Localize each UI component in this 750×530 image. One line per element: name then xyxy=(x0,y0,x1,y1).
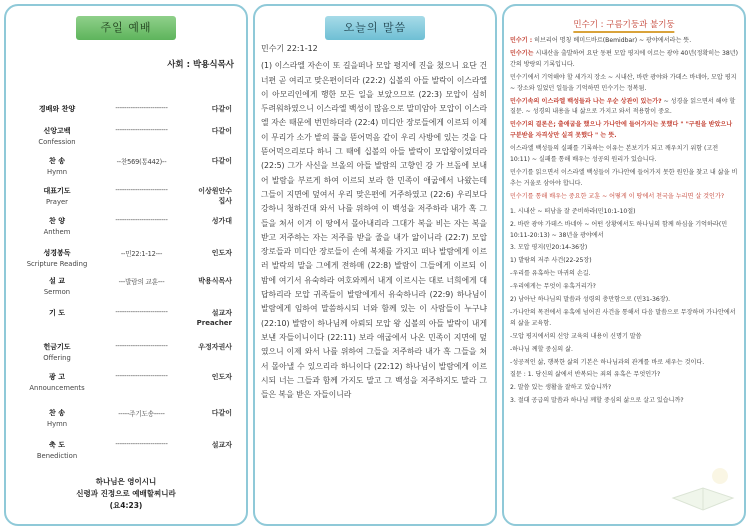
order-item-leader: 박용식목사 xyxy=(198,277,232,285)
notes-paragraph xyxy=(510,358,738,369)
order-item-label xyxy=(22,408,92,430)
study-notes-panel xyxy=(502,4,746,526)
notes-paragraph xyxy=(510,308,738,330)
order-item-title: 축 도 xyxy=(49,441,65,449)
order-item-title: 기 도 xyxy=(49,309,65,317)
order-item-english: Scripture Reading xyxy=(26,260,88,268)
order-item-title: 경배와 찬양 xyxy=(38,105,76,113)
notes-paragraph xyxy=(510,256,738,267)
order-item-title: 대표기도 xyxy=(43,187,71,195)
order-item-detail: ------------------------ xyxy=(115,216,168,224)
notes-paragraph-body: 1) 발람의 저주 사건(22-25장) xyxy=(510,257,592,265)
notes-paragraph xyxy=(510,36,738,47)
notes-paragraph xyxy=(510,49,738,71)
order-item-label xyxy=(22,156,92,178)
notes-paragraph-body: 2) 남아난 하나님의 말씀과 성령의 충만함으로 (민31-36장). xyxy=(510,296,671,304)
order-item-detail: ------------------------ xyxy=(115,186,168,194)
notes-paragraph-body: 2. 말씀 있는 생활을 잘하고 있습니까? xyxy=(510,384,612,392)
notes-paragraph xyxy=(510,332,738,343)
order-item-english: Benediction xyxy=(36,452,78,460)
order-item-english: Prayer xyxy=(46,198,68,206)
notes-paragraph xyxy=(510,295,738,306)
order-item-label xyxy=(22,126,92,148)
notes-paragraph-body: -모압 평지에서의 신앙 교육의 내용이 신명기 말씀 xyxy=(510,332,642,340)
notes-paragraph-body: -가나안의 목전에서 유혹에 넘어진 사건을 통해서 다음 말씀으로 무장하며 가나안에서의 삶을 교육함. xyxy=(510,308,736,327)
order-item-title: 설 교 xyxy=(49,277,65,285)
order-item-detail: --민22:1-12--- xyxy=(120,250,163,258)
notes-paragraph xyxy=(510,243,738,254)
order-item-detail: ------------------------ xyxy=(115,126,168,134)
notes-paragraph xyxy=(510,396,738,407)
order-item-detail: -----주기도송----- xyxy=(118,410,165,418)
order-item-label xyxy=(22,216,92,238)
order-item-title: 찬 송 xyxy=(49,409,65,417)
order-item-detail: ------------------------ xyxy=(115,440,168,448)
order-item-title: 헌금기도 xyxy=(43,343,71,351)
order-item-detail: ------------------------ xyxy=(115,372,168,380)
notes-paragraph xyxy=(510,370,738,381)
order-item-leader: 다같이 xyxy=(211,409,232,417)
order-item-title: 찬 송 xyxy=(49,157,65,165)
order-item-english: Offering xyxy=(43,354,71,362)
notes-paragraph xyxy=(510,73,738,95)
notes-paragraph-body: 질문 : 1. 당신의 삶에서 반복되는 죄의 유혹은 무엇인가? xyxy=(510,371,661,379)
book-illustration xyxy=(668,458,738,518)
order-item-title: 찬 양 xyxy=(49,217,65,225)
order-item-title: 신앙고백 xyxy=(43,127,71,135)
notes-paragraph-body: 3. 모압 평지(민20:14-36장) xyxy=(510,244,588,252)
notes-body xyxy=(510,36,738,409)
notes-paragraph-body: 2. 바란 광야 가데스 바네아 ~ 어떤 상황에서도 하나님의 함께 하심을 기억하라(민10:11-20:13) ~ 38년을 광야에서 xyxy=(510,220,728,239)
notes-paragraph xyxy=(510,269,738,280)
notes-paragraph-head: 민수기속의 이스라엘 백성들과 나는 우순 상관이 있는가? xyxy=(510,97,662,105)
order-item-label xyxy=(22,276,92,298)
order-item-leader: 인도자 xyxy=(211,249,232,257)
order-item-leader: 우정자권사 xyxy=(198,343,232,351)
notes-paragraph-head: 민수기는 xyxy=(510,49,534,57)
notes-paragraph-body: -우리에게는 무엇이 유혹거리가? xyxy=(510,283,596,291)
scripture-body xyxy=(261,42,487,402)
notes-paragraph-body: ~ 성경을 읽으면서 해야 할 질문. ~ 성경의 내용을 내 삶으로 가지고 와서 적용함이 중요. xyxy=(510,97,736,116)
scripture-text: (1) 이스라엘 자손이 또 길을떠나 모압 평지에 진을 쳤으니 요단 건너편 곧 여리고 맞은편이더라 (22:2) 십볼의 아들 발락이 이스라엘이 아모리인에게 행한 모든 일을 보았으므로 (22:3) 모압이 심히 두려워하였으니 이스라엘 백성이 많음으로 말미암아 모압이 이스라엘 자손 때문에 번민하더라 (22:4) 미디안 장로들에게 이르되 이제 이 무리가 소가 밭의 풀을 뜯어먹음 같이 우리 사방에 있는 것을 다 뜯어먹으리로다 하니 그 때에 십볼의 아들 발락이 모압왕이었더라 (22:5) 그가 사신을 브올의 아들 발람의 고향인 강 가 브돌에 보내어 발람을 부르게 하여 이르되 보라 한 민족이 애굽에서 나왔는데 그들이 지면에 덮여서 우리 맞은편에 거주하였고 (22:6) 우리보다 강하니 청하건대 와서 나를 위하여 이 백성을 저주하라 내가 혹 그들을 쳐서 이겨 이 땅에서 몰아내리라 그대가 복을 비는 자는 복을 받고 저주하는 자는 저주를 받을 줄을 내가 앎이니라 (22:7) 모압 장로들과 미디안 장로들이 손에 복채를 가지고 떠나 발람에게 이르러 발락의 말을 그에게 전하매 (22:8) 발람이 그들에게 이르되 이 밤에 여기서 유숙하라 여호와께서 내게 이르시는 대로 너희에게 대답하리라 모압 귀족들이 발람에게서 유숙하니라 (22:9) 하나님이 발람에게 임하여 말씀하시되 너와 함께 있는 이 사람들이 누구냐 (22:10) 발람이 하나님께 아뢰되 모압 왕 십볼의 아들 발락이 내게 보낸 자들이니이다 (22:11) 보라 애굽에서 나온 민족이 지면에 덮였으니 이제 와서 나를 위하여 그들을 저주하라 내가 혹 그들을 쳐서 몰아낼 수 있으리라 하니이다 (22:12) 하나님이 발람에게 이르시되 너는 그들과 함께 가지도 말고 그 백성을 저주하지도 말라 그들은 복을 받은 자들이니라 xyxy=(261,61,487,400)
order-item-english: Hymn xyxy=(46,420,68,428)
order-item-title: 성경봉독 xyxy=(43,249,71,257)
scripture-panel xyxy=(253,4,497,526)
order-item-label xyxy=(22,248,92,270)
worship-order-panel xyxy=(4,4,248,526)
order-item-leader: 설교자 Preacher xyxy=(196,309,232,327)
order-item-leader: 이상원안수 집사 xyxy=(198,187,232,205)
notes-paragraph xyxy=(510,383,738,394)
order-item-detail: ------------------------ xyxy=(115,104,168,112)
notes-paragraph-body: 3. 절대 공급의 말씀과 하나님 께할 중심의 삶으로 살고 있습니까? xyxy=(510,397,684,405)
notes-paragraph-head: 민수기 : xyxy=(510,37,533,44)
notes-paragraph-body: 이스라엘 백성들의 실패를 기록하는 이유는 본보기가 되고 깨우치기 위함 (고전10:11) ~ 실패를 통해 배우는 성공의 원리가 있습니다. xyxy=(510,145,719,164)
notes-paragraph-head: 민수기의 결론은; 출애굽을 했으나 가나안에 들어가지는 못했다 " "구원을 받았으나 구분받을 자격상만 실격 못했다 " 는 뜻. xyxy=(510,121,733,140)
order-item-label xyxy=(22,104,92,115)
notes-paragraph-body: 시내산을 출발하여 요단 동편 모압 평지에 이르는 광야 40년(정확히는 38년)간의 방랑의 기록입니다. xyxy=(510,49,739,68)
closing-verse xyxy=(6,476,246,512)
notes-paragraph xyxy=(510,220,738,242)
order-item-title: 광 고 xyxy=(49,373,65,381)
notes-paragraph xyxy=(510,282,738,293)
notes-paragraph-body: 민수기를 읽으면서 이스라엘 백성들이 가나안에 들어가지 못한 원인을 찾고 내 삶을 비추는 거울로 삼아야 합니다. xyxy=(510,168,738,187)
notes-paragraph xyxy=(510,207,738,218)
order-item-leader: 다같이 xyxy=(211,127,232,135)
order-item-english: Confession xyxy=(38,138,76,146)
worship-title: 주일 예배 xyxy=(76,16,176,40)
order-item-english: Sermon xyxy=(43,288,71,296)
worship-host: 사회 : 박용식목사 xyxy=(167,60,234,70)
closing-line-1: 하나님은 영이시니 xyxy=(95,477,157,486)
order-item-label xyxy=(22,440,92,462)
scripture-reference: 민수기 22:1-12 xyxy=(261,44,318,53)
notes-paragraph xyxy=(510,120,738,142)
notes-paragraph xyxy=(510,144,738,166)
order-item-leader: 성가대 xyxy=(211,217,232,225)
closing-line-2: 신령과 진정으로 예배할찌니라 xyxy=(76,489,176,498)
notes-paragraph-body: -성공적인 삶, 행복한 삶의 기본은 하나님과의 관계를 바로 세우는 것이다. xyxy=(510,358,705,366)
order-item-leader: 인도자 xyxy=(211,373,232,381)
order-item-detail: --찬569(통442)-- xyxy=(116,158,167,166)
notes-paragraph-body: 1. 시내산 ~ 떠남을 잘 준비하라(민10:1-10절) xyxy=(510,207,636,215)
order-item-label xyxy=(22,308,92,319)
order-item-leader: 다같이 xyxy=(211,157,232,165)
order-item-label xyxy=(22,372,92,394)
closing-reference: (요4:23) xyxy=(109,501,143,510)
notes-paragraph-body: -하나님 께할 중심의 삶. xyxy=(510,345,573,353)
order-item-label xyxy=(22,342,92,364)
notes-paragraph-body: 민수기에서 기억해야 할 세가지 장소 ~ 시내산, 바란 광야와 가데스 바네아, 모압 평지 ~ 장소와 일었던 일들을 기억하면 민수기는 정복됨. xyxy=(510,73,737,92)
notes-paragraph xyxy=(510,345,738,356)
order-item-leader: 설교자 xyxy=(211,441,232,449)
notes-paragraph xyxy=(510,168,738,190)
notes-paragraph-body: 히브리어 명칭 베미드바르(Bemidbar) ~ 광야에서라는 뜻. xyxy=(532,37,692,44)
notes-paragraph-head: 민수기를 통해 배우는 중요한 교훈 ~ 어떻게 이 땅에서 천국을 누리면 살 것인가? xyxy=(510,192,725,200)
notes-paragraph xyxy=(510,192,738,203)
order-item-english: Announcements xyxy=(29,384,85,392)
order-item-detail: ------------------------ xyxy=(115,342,168,350)
notes-paragraph xyxy=(510,97,738,119)
order-item-english: Hymn xyxy=(46,168,68,176)
scripture-title: 오늘의 말씀 xyxy=(325,16,425,40)
order-item-english: Anthem xyxy=(43,228,71,236)
order-item-leader: 다같이 xyxy=(211,105,232,113)
order-item-detail: ------------------------ xyxy=(115,308,168,316)
order-item-label xyxy=(22,186,92,208)
notes-paragraph-body: -우리를 유혹하는 마귀의 손길. xyxy=(510,270,591,278)
order-item-detail: ---발람의 교훈--- xyxy=(118,278,165,286)
notes-title: 민수기 : 구름기둥과 불기둥 xyxy=(573,18,674,33)
